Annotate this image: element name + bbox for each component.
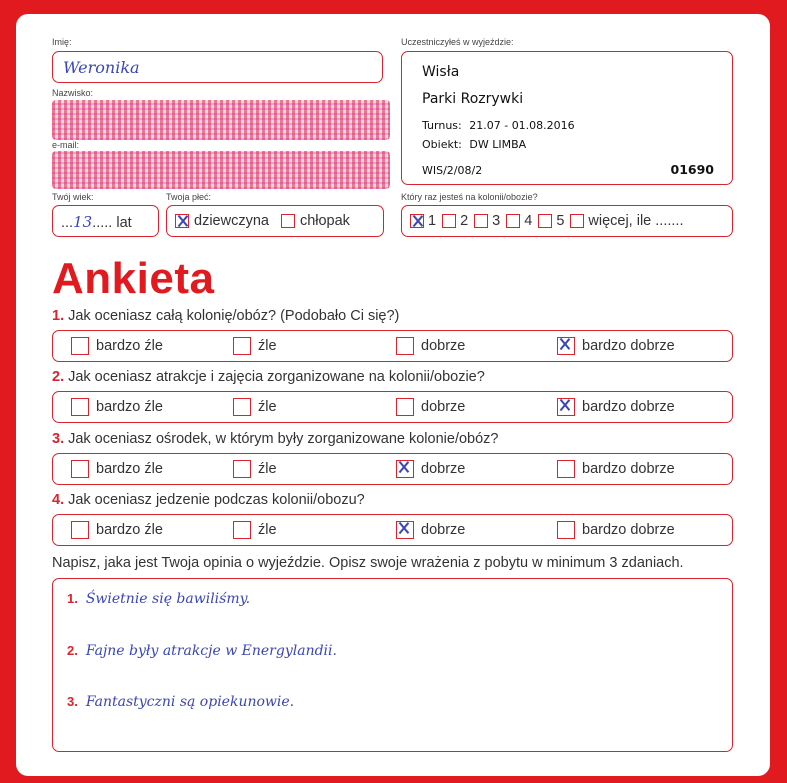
opinion-number: 1. [67,591,78,606]
camp-city: Wisła [422,64,460,80]
times-option-label: 5 [556,213,565,229]
rating-checkbox[interactable] [557,460,575,478]
times-option[interactable] [506,213,532,229]
times-option-label: 1 [428,213,437,229]
rating-label: dobrze [421,522,466,538]
times-option[interactable] [570,213,683,229]
turnus-value: 21.07 - 01.08.2016 [469,119,575,132]
times-options [410,213,683,229]
age-field[interactable] [52,205,159,237]
camp-obiekt [422,138,526,151]
question-number: 1. [52,308,65,324]
rating-checkbox[interactable] [396,337,414,355]
rating-checkbox[interactable] [71,460,89,478]
rating-option[interactable] [71,331,163,361]
rating-label: źle [258,399,277,415]
rating-option[interactable] [71,515,163,545]
rating-checkbox[interactable] [233,460,251,478]
camp-theme: Parki Rozrywki [422,91,524,107]
rating-label: źle [258,522,277,538]
obiekt-value: DW LIMBA [469,138,527,151]
opinion-number: 3. [67,694,78,709]
email-redacted [52,151,390,189]
times-checkbox[interactable] [506,214,520,228]
rating-label: dobrze [421,338,466,354]
opinion-line [67,591,250,607]
rating-option[interactable] [71,454,163,484]
times-checkbox[interactable] [474,214,488,228]
times-checkbox[interactable] [442,214,456,228]
times-checkbox[interactable] [538,214,552,228]
rating-row [52,453,733,485]
gender-checkbox[interactable] [175,214,189,228]
question-label: Jak oceniasz atrakcje i zajęcia zorganizowane na kolonii/obozie? [68,369,485,385]
email-label: e-mail: [52,140,80,150]
opinion-line [67,643,337,659]
rating-checkbox[interactable] [557,521,575,539]
rating-label: bardzo dobrze [582,461,675,477]
rating-label: źle [258,338,277,354]
rating-label: źle [258,461,277,477]
rating-label: bardzo źle [96,338,163,354]
times-option[interactable] [474,213,500,229]
opinion-number: 2. [67,643,78,658]
rating-row [52,330,733,362]
name-field[interactable] [52,51,383,83]
age-value: 13 [73,213,93,231]
rating-checkbox[interactable] [396,521,414,539]
opinion-text: Fajne były atrakcje w Energylandii. [85,643,337,659]
rating-label: bardzo źle [96,399,163,415]
rating-option[interactable] [396,515,465,545]
gender-field [166,205,384,237]
name-label: Imię: [52,37,72,47]
rating-checkbox[interactable] [557,337,575,355]
rating-option[interactable] [396,454,465,484]
gender-checkbox[interactable] [281,214,295,228]
obiekt-label: Obiekt: [422,138,462,151]
times-field [401,205,733,237]
rating-row [52,391,733,423]
times-checkbox[interactable] [410,214,424,228]
rating-option[interactable] [396,392,465,422]
rating-option[interactable] [396,331,465,361]
gender-option-label: dziewczyna [194,213,269,229]
question-text [52,369,485,385]
camp-code: WIS/2/08/2 [422,164,483,177]
gender-option-label: chłopak [299,213,350,229]
camp-info-box [401,51,733,185]
times-checkbox[interactable] [570,214,584,228]
question-label: Jak oceniasz całą kolonię/obóz? (Podobało Ci się?) [68,308,400,324]
camp-turnus [422,119,575,132]
opinion-prompt: Napisz, jaka jest Twoja opinia o wyjeździe. Opisz swoje wrażenia z pobytu w minimum 3 zdaniach. [52,555,684,571]
rating-label: bardzo dobrze [582,399,675,415]
rating-checkbox[interactable] [233,398,251,416]
opinion-box[interactable] [52,578,733,752]
gender-option[interactable] [175,213,269,229]
rating-row [52,514,733,546]
times-option[interactable] [410,213,436,229]
name-value: Weronika [63,58,140,77]
question-label: Jak oceniasz ośrodek, w którym były zorganizowane kolonie/obóz? [68,431,499,447]
gender-option[interactable] [281,213,350,229]
survey-title: Ankieta [52,254,215,303]
surname-label: Nazwisko: [52,88,94,98]
rating-option[interactable] [233,515,277,545]
times-option-label: więcej, ile ....... [588,213,684,229]
opinion-text: Świetnie się bawiliśmy. [85,591,251,607]
rating-checkbox[interactable] [233,337,251,355]
gender-label: Twoja płeć: [166,192,212,202]
turnus-label: Turnus: [422,119,462,132]
times-option-label: 3 [492,213,501,229]
question-text [52,308,399,324]
rating-label: bardzo dobrze [582,522,675,538]
age-label: Twój wiek: [52,192,94,202]
question-number: 4. [52,492,65,508]
survey-form [16,14,770,776]
rating-checkbox[interactable] [396,398,414,416]
surname-redacted [52,100,390,140]
opinion-text: Fantastyczni są opiekunowie. [85,694,295,710]
opinion-line [67,694,294,710]
rating-checkbox[interactable] [71,398,89,416]
rating-checkbox[interactable] [71,337,89,355]
rating-checkbox[interactable] [233,521,251,539]
rating-option[interactable] [71,392,163,422]
rating-checkbox[interactable] [71,521,89,539]
question-text [52,492,365,508]
rating-label: dobrze [421,461,466,477]
rating-checkbox[interactable] [396,460,414,478]
gender-options [175,213,350,229]
question-number: 2. [52,369,65,385]
rating-label: bardzo źle [96,522,163,538]
question-number: 3. [52,431,65,447]
times-option-label: 2 [460,213,469,229]
question-text [52,431,498,447]
rating-option[interactable] [557,515,675,545]
rating-label: dobrze [421,399,466,415]
rating-option[interactable] [233,392,277,422]
times-option-label: 4 [524,213,533,229]
times-option[interactable] [442,213,468,229]
rating-label: bardzo dobrze [582,338,675,354]
age-suffix: ..... lat [92,215,132,231]
times-label: Który raz jesteś na kolonii/obozie? [401,192,538,202]
rating-option[interactable] [557,392,675,422]
rating-option[interactable] [557,331,675,361]
rating-option[interactable] [557,454,675,484]
times-option[interactable] [538,213,564,229]
rating-option[interactable] [233,331,277,361]
rating-option[interactable] [233,454,277,484]
rating-label: bardzo źle [96,461,163,477]
camp-number: 01690 [670,162,714,177]
camp-label: Uczestniczyłeś w wyjeździe: [401,37,514,47]
age-prefix: ... [61,215,74,231]
question-label: Jak oceniasz jedzenie podczas kolonii/obozu? [68,492,365,508]
rating-checkbox[interactable] [557,398,575,416]
